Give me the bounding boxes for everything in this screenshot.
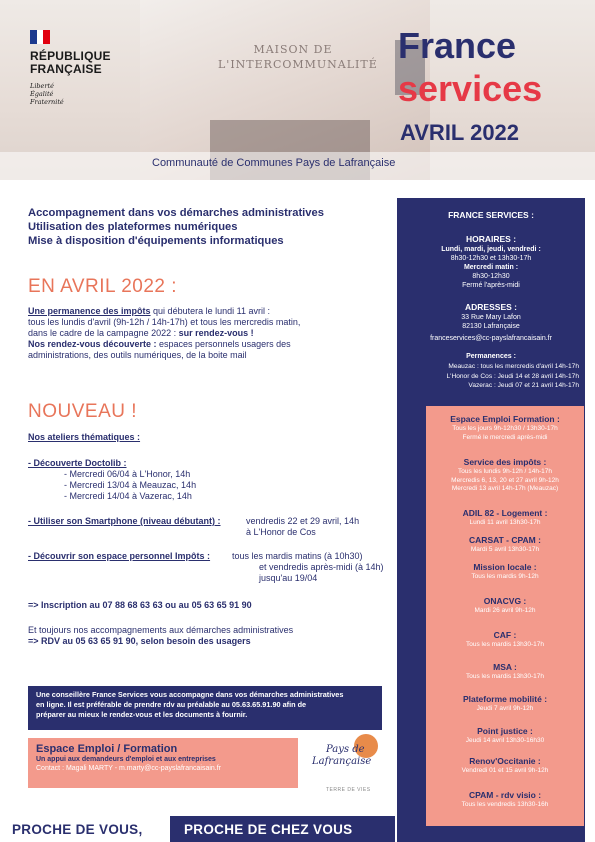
partner-item xyxy=(426,662,584,682)
partner-detail: Lundi 11 avril 13h30-17h xyxy=(469,519,541,526)
partner-item xyxy=(426,562,584,582)
partner-item xyxy=(426,414,584,442)
motto-line: Égalité xyxy=(30,90,54,98)
adresses-list xyxy=(397,313,585,343)
doctolib-item: - Mercredi 06/04 à L'Honor, 14h xyxy=(64,469,191,479)
partner-detail: Tous les lundis 9h-12h / 14h-17h xyxy=(458,468,552,475)
partner-detail: Mardi 5 avril 13h30-17h xyxy=(470,546,540,553)
avril-text: espaces personnels usagers des xyxy=(156,339,291,349)
impots-title xyxy=(28,551,210,562)
slogan-left: PROCHE DE VOUS, xyxy=(12,822,143,837)
partner-item xyxy=(426,630,584,650)
horaires-line: Lundi, mardi, jeudi, vendredi : xyxy=(441,246,541,253)
partner-detail: Jeudi 7 avril 9h-12h xyxy=(476,705,534,712)
partner-detail: Vendredi 01 et 15 avril 9h-12h xyxy=(461,767,549,774)
espace-subtitle: Un appui aux demandeurs d'emploi et aux entreprises xyxy=(36,756,216,763)
avril-paragraph xyxy=(28,306,368,361)
partner-name: MSA : xyxy=(493,662,517,672)
title-france: France xyxy=(398,25,517,66)
adresses-title: ADRESSES : xyxy=(465,302,517,312)
doctolib-item: - Mercredi 14/04 à Vazerac, 14h xyxy=(64,491,192,501)
smartphone-title xyxy=(28,516,221,527)
permanence-line: L'Honor de Cos : Jeudi 14 et 28 avril 14h-17h xyxy=(446,372,579,380)
title-services: services xyxy=(398,68,543,109)
logo-subtitle: TERRE DE VIES xyxy=(326,787,371,793)
conseil-line: préparer au mieux le rendez-vous et les documents à fournir. xyxy=(36,710,248,719)
impots-detail: tous les mardis matins (à 10h30) xyxy=(232,551,363,561)
pays-lafrancaise-logo xyxy=(312,732,382,794)
avril-line: tous les lundis d'avril (9h-12h / 14h-17h) et tous les mercredis matin, xyxy=(28,317,301,327)
sign-line: MAISON DE xyxy=(253,43,333,56)
intro-item: Mise à disposition d'équipements informatiques xyxy=(28,235,284,247)
inscription-phone[interactable] xyxy=(28,600,252,611)
doctolib-title xyxy=(28,458,127,469)
avril-line xyxy=(28,306,368,317)
motto-line: Liberté xyxy=(30,82,54,90)
avril-bold: Une permanence des impôts xyxy=(28,306,151,316)
rdv-phone[interactable] xyxy=(28,636,251,647)
email-link[interactable]: franceservices@cc-payslafrancaisain.fr xyxy=(430,335,552,342)
community-name: Communauté de Communes Pays de Lafrançaise xyxy=(152,157,396,169)
avril-line xyxy=(28,328,368,339)
horaires-line: 8h30-12h30 et 13h30-17h xyxy=(450,255,532,262)
heading-avril: EN AVRIL 2022 : xyxy=(28,276,178,297)
logo-line: Pays de xyxy=(326,744,365,755)
partner-name: CAF : xyxy=(493,630,517,640)
slogan-right: PROCHE DE CHEZ VOUS xyxy=(170,816,395,842)
partner-item xyxy=(426,457,584,494)
avril-text: dans le cadre de la campagne 2022 : xyxy=(28,328,179,338)
title-date: AVRIL 2022 xyxy=(400,120,520,145)
espace-title: Espace Emploi / Formation xyxy=(36,743,178,755)
smartphone-detail: vendredis 22 et 29 avril, 14h xyxy=(246,516,360,526)
partner-name: ADIL 82 - Logement : xyxy=(462,508,548,518)
horaires-line: Fermé l'après-midi xyxy=(462,282,520,289)
inscription-text: => Inscription au 07 88 68 63 63 ou au 05 63 65 91 90 xyxy=(28,600,252,610)
partner-name: CPAM - rdv visio : xyxy=(468,790,542,800)
avril-text: qui débutera le lundi 11 avril : xyxy=(150,306,270,316)
permanences-list xyxy=(397,362,585,391)
permanence-line: Meauzac : tous les mercredis d'avril 14h-17h xyxy=(448,363,579,370)
partner-detail: Tous les mardis 13h30-17h xyxy=(465,641,545,648)
avril-line: administrations, des outils numériques, de la boite mail xyxy=(28,350,247,360)
partner-name: Plateforme mobilité : xyxy=(462,694,548,704)
motto-line: Fraternité xyxy=(30,98,64,106)
partner-name: Mission locale : xyxy=(473,562,537,572)
republique-line: FRANÇAISE xyxy=(30,62,102,76)
espace-contact[interactable]: Contact : Magali MARTY - m.marty@cc-payslafrancaisain.fr xyxy=(36,765,222,772)
partner-name: Renov'Occitanie : xyxy=(469,756,541,766)
partner-detail: Mardi 26 avril 9h-12h xyxy=(474,607,536,614)
horaires-line: 8h30-12h30 xyxy=(472,273,510,280)
header-banner xyxy=(0,0,595,180)
adresse-line: 82130 Lafrançaise xyxy=(462,323,520,330)
sign-line: L'INTERCOMMUNALITÉ xyxy=(218,58,378,71)
horaires-line: Mercredi matin : xyxy=(463,264,519,271)
permanences-title: Permanences : xyxy=(466,353,516,360)
adresse-line: 33 Rue Mary Lafon xyxy=(461,314,521,321)
partner-name: Service des impôts : xyxy=(463,457,547,467)
partner-detail: Tous les mardis 13h30-17h xyxy=(465,673,545,680)
intro-list xyxy=(28,206,324,248)
partner-item xyxy=(426,790,584,810)
logo-line: Lafrançaise xyxy=(312,756,372,767)
avril-bold: Nos rendez-vous découverte : xyxy=(28,339,157,349)
impots-detail: et vendredis après-midi (à 14h) xyxy=(259,562,384,572)
rdv-text: => RDV au 05 63 65 91 90, selon besoin des usagers xyxy=(28,636,251,646)
horaires-title: HORAIRES : xyxy=(465,234,517,244)
conseil-line: en ligne. Il est préférable de prendre rdv au préalable au 05.63.65.91.90 afin de xyxy=(36,700,307,709)
partner-detail: Tous les vendredis 13h30-16h xyxy=(461,801,549,808)
partner-detail: Jeudi 14 avril 13h30-16h30 xyxy=(465,737,545,744)
partner-name: CARSAT - CPAM : xyxy=(469,535,541,545)
ateliers-label: Nos ateliers thématiques : xyxy=(28,432,141,442)
partner-detail: Mercredis 6, 13, 20 et 27 avril 9h-12h xyxy=(451,476,559,484)
doctolib-label: - Découverte Doctolib : xyxy=(28,458,127,468)
toujours-text: Et toujours nos accompagnements aux démarches administratives xyxy=(28,625,294,635)
partner-item xyxy=(426,726,584,746)
partner-item xyxy=(426,508,584,528)
impots-label: - Découvrir son espace personnel Impôts : xyxy=(28,551,211,561)
ateliers-title xyxy=(28,432,140,443)
partner-name: Point justice : xyxy=(477,726,533,736)
partner-detail: Fermé le mercredi après-midi xyxy=(462,433,548,441)
logo-text xyxy=(312,744,371,768)
partner-name: Espace Emploi Formation : xyxy=(450,414,560,424)
horaires-list xyxy=(397,245,585,290)
partner-detail: Tous les mardis 9h-12h xyxy=(471,573,539,580)
intro-item: Utilisation des plateformes numériques xyxy=(28,221,238,233)
partners-panel xyxy=(426,406,584,826)
republique-logo xyxy=(30,30,140,106)
partner-item xyxy=(426,756,584,776)
avril-bold: sur rendez-vous ! xyxy=(178,328,254,338)
french-flag-icon xyxy=(30,30,50,44)
intro-item: Accompagnement dans vos démarches administratives xyxy=(28,207,324,219)
doctolib-item: - Mercredi 13/04 à Meauzac, 14h xyxy=(64,480,197,490)
partner-item xyxy=(426,535,584,555)
partner-detail: Tous les jours 9h-12h30 / 13h30-17h xyxy=(452,425,558,432)
republique-line: RÉPUBLIQUE xyxy=(30,49,111,63)
smartphone-detail: à L'Honor de Cos xyxy=(246,527,316,537)
partner-name: ONACVG : xyxy=(483,596,527,606)
partner-item xyxy=(426,694,584,714)
sidebar-title: FRANCE SERVICES : xyxy=(448,210,534,220)
heading-nouveau: NOUVEAU ! xyxy=(28,401,138,422)
smartphone-label: - Utiliser son Smartphone (niveau débutant) : xyxy=(28,516,221,526)
partner-detail: Mercredi 13 avril 14h-17h (Meauzac) xyxy=(451,485,559,492)
avril-line xyxy=(28,339,368,350)
partner-item xyxy=(426,596,584,616)
impots-detail: jusqu'au 19/04 xyxy=(259,573,318,583)
conseil-box xyxy=(28,686,382,730)
motto xyxy=(30,82,140,106)
building-sign xyxy=(218,42,378,72)
espace-emploi-box xyxy=(28,738,298,788)
permanence-line: Vazerac : Jeudi 07 et 21 avril 14h-17h xyxy=(468,382,579,389)
conseil-line: Une conseillère France Services vous accompagne dans vos démarches administratives xyxy=(36,690,344,699)
